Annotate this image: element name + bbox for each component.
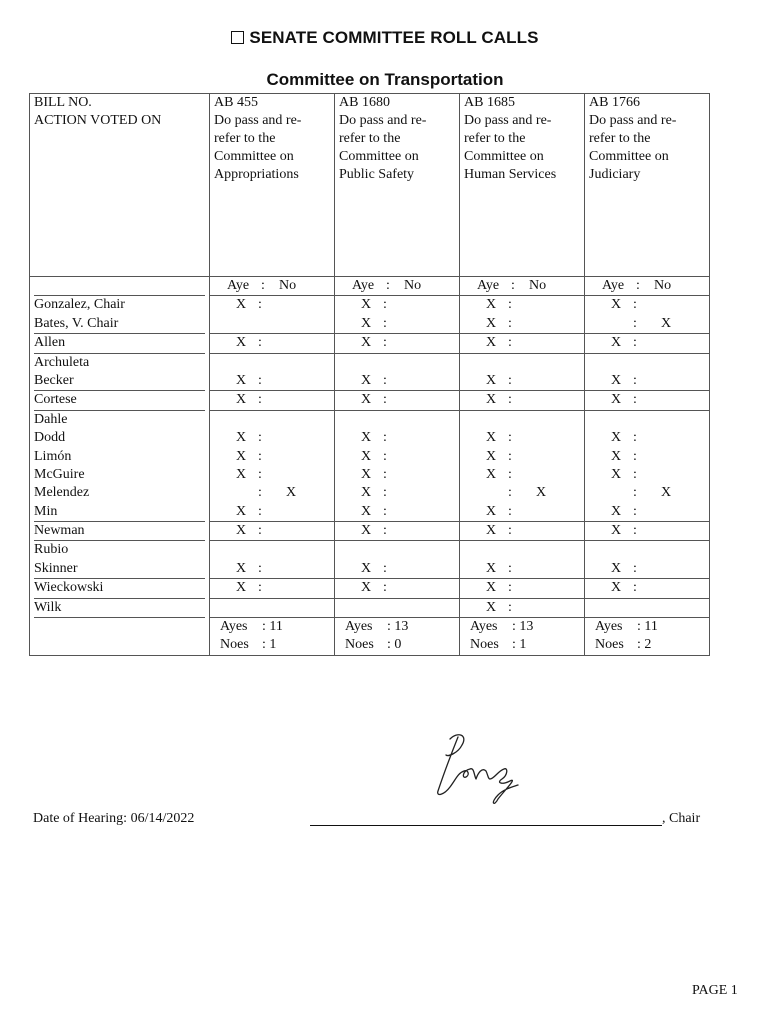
member-name: Gonzalez, Chair <box>34 295 205 314</box>
aye-mark: X <box>611 523 622 539</box>
vote-separator: : <box>258 372 262 388</box>
vote-cell <box>335 598 459 617</box>
vote-cell <box>210 429 334 447</box>
vote-separator: : <box>633 485 637 501</box>
vote-cell <box>210 315 334 333</box>
vote-cell <box>335 484 459 502</box>
vote-cell <box>210 484 334 502</box>
member-name: Newman <box>34 521 205 540</box>
vote-separator: : <box>508 599 512 615</box>
noes-label: Noes <box>470 637 499 653</box>
member-names-column <box>30 277 210 656</box>
vote-separator: : <box>258 503 262 519</box>
vote-separator: : <box>383 315 387 331</box>
aye-mark: X <box>236 503 247 519</box>
vote-cell <box>460 448 584 466</box>
vote-column <box>210 277 335 656</box>
vote-cell <box>210 372 334 390</box>
vote-cell <box>210 560 334 578</box>
aye-mark: X <box>486 335 497 351</box>
bill-action-line: Do pass and re- <box>464 113 552 128</box>
vote-cell <box>585 390 709 409</box>
no-label: No <box>654 278 672 293</box>
bill-action-line: Committee on <box>589 149 669 164</box>
ayes-total <box>335 618 459 636</box>
vote-separator: : <box>508 430 512 446</box>
vote-cell <box>460 578 584 597</box>
vote-separator: : <box>633 580 637 596</box>
vote-column <box>460 277 585 656</box>
vote-separator: : <box>258 485 262 501</box>
bill-header <box>210 94 335 277</box>
vote-separator: : <box>258 335 262 351</box>
date-of-hearing: Date of Hearing: 06/14/2022 <box>33 811 195 826</box>
vote-cell <box>585 372 709 390</box>
vote-cell <box>585 540 709 559</box>
vote-cell <box>335 448 459 466</box>
bill-action-line: Appropriations <box>214 167 299 182</box>
bill-header <box>335 94 460 277</box>
aye-mark: X <box>611 580 622 596</box>
aye-mark: X <box>236 430 247 446</box>
vote-separator: : <box>258 523 262 539</box>
vote-separator: : <box>383 503 387 519</box>
vote-cell <box>335 540 459 559</box>
aye-mark: X <box>486 392 497 408</box>
vote-separator: : <box>508 315 512 331</box>
vote-cell <box>460 484 584 502</box>
page-number: PAGE 1 <box>692 983 738 998</box>
noes-total <box>335 636 459 654</box>
noes-count: : 2 <box>637 637 652 653</box>
noes-label: Noes <box>345 637 374 653</box>
action-label: ACTION VOTED ON <box>34 113 162 128</box>
vote-totals <box>585 617 709 655</box>
vote-header <box>210 277 334 295</box>
bill-action-line: Public Safety <box>339 167 415 182</box>
aye-mark: X <box>611 392 622 408</box>
vote-cell <box>210 410 334 429</box>
aye-mark: X <box>486 503 497 519</box>
bill-action-line: refer to the <box>214 131 276 146</box>
ayes-count: : 13 <box>387 619 409 635</box>
vote-separator: : <box>383 335 387 351</box>
vote-separator: : <box>383 430 387 446</box>
member-name: Wilk <box>34 598 205 617</box>
chair-label: , Chair <box>662 811 701 826</box>
vote-separator: : <box>383 297 387 313</box>
aye-mark: X <box>486 448 497 464</box>
bill-action-line: Committee on <box>339 149 419 164</box>
member-name: Archuleta <box>34 353 205 372</box>
aye-mark: X <box>486 315 497 331</box>
aye-mark: X <box>236 372 247 388</box>
aye-mark: X <box>361 315 372 331</box>
vote-totals <box>335 617 459 655</box>
member-name: Rubio <box>34 540 205 559</box>
vote-cell <box>335 560 459 578</box>
vote-cell <box>460 521 584 540</box>
aye-mark: X <box>236 523 247 539</box>
aye-mark: X <box>611 560 622 576</box>
aye-mark: X <box>611 297 622 313</box>
vote-cell <box>585 315 709 333</box>
vote-cell <box>585 448 709 466</box>
vote-cell <box>460 333 584 352</box>
aye-mark: X <box>486 560 497 576</box>
vote-header <box>460 277 584 295</box>
member-name: Wieckowski <box>34 578 205 597</box>
vote-separator: : <box>386 278 390 293</box>
bill-action-line: Human Services <box>464 167 557 182</box>
vote-cell <box>210 466 334 484</box>
aye-label: Aye <box>602 278 625 293</box>
vote-cell <box>460 315 584 333</box>
aye-mark: X <box>486 430 497 446</box>
vote-cell <box>460 560 584 578</box>
vote-separator: : <box>508 372 512 388</box>
aye-mark: X <box>486 523 497 539</box>
aye-label: Aye <box>477 278 500 293</box>
vote-separator: : <box>383 523 387 539</box>
vote-separator: : <box>258 430 262 446</box>
bill-action-line: Do pass and re- <box>339 113 427 128</box>
row-labels <box>30 94 210 277</box>
aye-mark: X <box>236 580 247 596</box>
bill-number: AB 455 <box>214 95 258 110</box>
aye-mark: X <box>361 392 372 408</box>
vote-cell <box>585 598 709 617</box>
vote-separator: : <box>258 297 262 313</box>
member-name: McGuire <box>34 466 85 482</box>
vote-cell <box>585 521 709 540</box>
noes-total <box>460 636 584 654</box>
chair-signature <box>428 727 528 809</box>
vote-separator: : <box>383 580 387 596</box>
vote-separator: : <box>258 448 262 464</box>
document-title <box>0 28 770 48</box>
vote-separator: : <box>633 560 637 576</box>
aye-mark: X <box>361 466 372 482</box>
vote-separator: : <box>636 278 640 293</box>
vote-separator: : <box>633 466 637 482</box>
noes-count: : 0 <box>387 637 402 653</box>
aye-mark: X <box>361 503 372 519</box>
aye-mark: X <box>486 580 497 596</box>
vote-cell <box>335 410 459 429</box>
vote-separator: : <box>261 278 265 293</box>
vote-separator: : <box>633 315 637 331</box>
vote-separator: : <box>508 335 512 351</box>
bill-header <box>585 94 710 277</box>
vote-separator: : <box>258 392 262 408</box>
vote-separator: : <box>508 503 512 519</box>
vote-cell <box>460 429 584 447</box>
aye-mark: X <box>611 448 622 464</box>
vote-cell <box>585 429 709 447</box>
bill-action-line: Committee on <box>214 149 294 164</box>
ayes-count: : 11 <box>262 619 283 635</box>
noes-count: : 1 <box>262 637 277 653</box>
vote-cell <box>585 578 709 597</box>
vote-separator: : <box>508 297 512 313</box>
vote-cell <box>460 540 584 559</box>
bill-action-line: Do pass and re- <box>589 113 677 128</box>
noes-total <box>585 636 709 654</box>
vote-separator: : <box>511 278 515 293</box>
vote-cell <box>585 560 709 578</box>
aye-mark: X <box>236 297 247 313</box>
aye-mark: X <box>611 430 622 446</box>
vote-separator: : <box>383 466 387 482</box>
vote-cell <box>335 429 459 447</box>
member-name: Cortese <box>34 390 205 409</box>
member-name: Limón <box>34 448 72 464</box>
aye-mark: X <box>361 448 372 464</box>
vote-separator: : <box>508 580 512 596</box>
noes-label: Noes <box>595 637 624 653</box>
vote-header <box>335 277 459 295</box>
vote-cell <box>335 578 459 597</box>
totals-spacer <box>34 617 205 655</box>
vote-separator: : <box>383 485 387 501</box>
title-text: SENATE COMMITTEE ROLL CALLS <box>249 28 539 47</box>
aye-mark: X <box>361 372 372 388</box>
vote-cell <box>210 353 334 372</box>
roll-call-table <box>29 93 710 656</box>
vote-cell <box>335 295 459 314</box>
bill-action-line: Committee on <box>464 149 544 164</box>
ayes-label: Ayes <box>345 619 373 635</box>
aye-mark: X <box>361 580 372 596</box>
vote-cell <box>585 466 709 484</box>
aye-mark: X <box>361 560 372 576</box>
vote-cell <box>460 410 584 429</box>
vote-cell <box>335 315 459 333</box>
aye-mark: X <box>236 560 247 576</box>
vote-separator: : <box>508 466 512 482</box>
vote-cell <box>210 448 334 466</box>
vote-cell <box>210 521 334 540</box>
vote-cell <box>335 503 459 521</box>
aye-mark: X <box>236 392 247 408</box>
vote-totals <box>210 617 334 655</box>
vote-separator: : <box>633 372 637 388</box>
vote-separator: : <box>383 448 387 464</box>
no-mark: X <box>286 485 297 501</box>
bill-action-line: Do pass and re- <box>214 113 302 128</box>
signature-line <box>310 825 662 826</box>
vote-cell <box>585 295 709 314</box>
ayes-label: Ayes <box>220 619 248 635</box>
member-name: Becker <box>34 372 74 388</box>
vote-cell <box>460 390 584 409</box>
bill-action-line: refer to the <box>464 131 526 146</box>
vote-cell <box>335 372 459 390</box>
member-name: Skinner <box>34 560 78 576</box>
ayes-label: Ayes <box>595 619 623 635</box>
aye-mark: X <box>361 297 372 313</box>
aye-mark: X <box>361 430 372 446</box>
aye-mark: X <box>486 466 497 482</box>
vote-separator: : <box>633 523 637 539</box>
bill-action-line: refer to the <box>589 131 651 146</box>
vote-cell <box>335 333 459 352</box>
vote-cell <box>335 466 459 484</box>
vote-header <box>585 277 709 295</box>
aye-label: Aye <box>227 278 250 293</box>
vote-cell <box>335 353 459 372</box>
aye-mark: X <box>361 485 372 501</box>
vote-cell <box>460 353 584 372</box>
vote-cell <box>210 503 334 521</box>
vote-separator: : <box>633 392 637 408</box>
checkbox-icon <box>231 31 244 44</box>
vote-cell <box>585 484 709 502</box>
no-mark: X <box>536 485 547 501</box>
ayes-total <box>460 618 584 636</box>
vote-cell <box>585 503 709 521</box>
member-name: Dahle <box>34 410 205 429</box>
vote-separator: : <box>633 448 637 464</box>
vote-totals <box>460 617 584 655</box>
vote-separator: : <box>508 560 512 576</box>
committee-name: Committee on Transportation <box>266 70 504 89</box>
vote-cell <box>460 295 584 314</box>
no-mark: X <box>661 485 672 501</box>
no-label: No <box>404 278 422 293</box>
vote-cell <box>585 410 709 429</box>
vote-separator: : <box>258 580 262 596</box>
no-label: No <box>529 278 547 293</box>
vote-column <box>335 277 460 656</box>
aye-mark: X <box>611 503 622 519</box>
ayes-count: : 11 <box>637 619 658 635</box>
vote-separator: : <box>508 392 512 408</box>
vote-separator: : <box>383 560 387 576</box>
noes-total <box>210 636 334 654</box>
ayes-label: Ayes <box>470 619 498 635</box>
ayes-count: : 13 <box>512 619 534 635</box>
aye-mark: X <box>486 599 497 615</box>
ayes-total <box>585 618 709 636</box>
vote-cell <box>210 540 334 559</box>
votes-row <box>30 277 710 656</box>
vote-separator: : <box>258 466 262 482</box>
vote-column <box>585 277 710 656</box>
bill-number: AB 1766 <box>589 95 640 110</box>
aye-mark: X <box>361 335 372 351</box>
member-name: Bates, V. Chair <box>34 315 119 331</box>
bill-action-line: Judiciary <box>589 167 641 182</box>
aye-mark: X <box>611 335 622 351</box>
vote-cell <box>460 372 584 390</box>
member-name: Min <box>34 503 58 519</box>
bill-number: AB 1680 <box>339 95 390 110</box>
vote-separator: : <box>258 560 262 576</box>
bill-action-line: refer to the <box>339 131 401 146</box>
vote-separator: : <box>383 392 387 408</box>
vote-separator: : <box>633 430 637 446</box>
aye-mark: X <box>236 335 247 351</box>
vote-separator: : <box>633 297 637 313</box>
noes-label: Noes <box>220 637 249 653</box>
aye-mark: X <box>611 466 622 482</box>
aye-label: Aye <box>352 278 375 293</box>
bill-number: AB 1685 <box>464 95 515 110</box>
ayes-total <box>210 618 334 636</box>
member-name: Allen <box>34 333 205 352</box>
vote-cell <box>335 390 459 409</box>
noes-count: : 1 <box>512 637 527 653</box>
vote-cell <box>210 295 334 314</box>
bill-header <box>460 94 585 277</box>
vote-separator: : <box>508 485 512 501</box>
aye-mark: X <box>236 466 247 482</box>
vote-cell <box>210 578 334 597</box>
vote-cell <box>585 333 709 352</box>
no-label: No <box>279 278 297 293</box>
vote-separator: : <box>633 335 637 351</box>
vote-cell <box>585 353 709 372</box>
vote-separator: : <box>508 448 512 464</box>
vote-cell <box>210 390 334 409</box>
aye-mark: X <box>486 297 497 313</box>
vote-separator: : <box>508 523 512 539</box>
aye-mark: X <box>361 523 372 539</box>
no-mark: X <box>661 315 672 331</box>
aye-mark: X <box>486 372 497 388</box>
vote-separator: : <box>633 503 637 519</box>
vote-cell <box>460 503 584 521</box>
vote-cell <box>460 598 584 617</box>
vote-cell <box>210 333 334 352</box>
vote-header-spacer <box>34 277 205 295</box>
bill-header-row <box>30 94 710 277</box>
vote-cell <box>210 598 334 617</box>
bill-no-label: BILL NO. <box>34 95 92 110</box>
vote-cell <box>460 466 584 484</box>
aye-mark: X <box>236 448 247 464</box>
vote-cell <box>335 521 459 540</box>
member-name: Melendez <box>34 485 90 501</box>
member-name: Dodd <box>34 430 66 446</box>
vote-separator: : <box>383 372 387 388</box>
aye-mark: X <box>611 372 622 388</box>
